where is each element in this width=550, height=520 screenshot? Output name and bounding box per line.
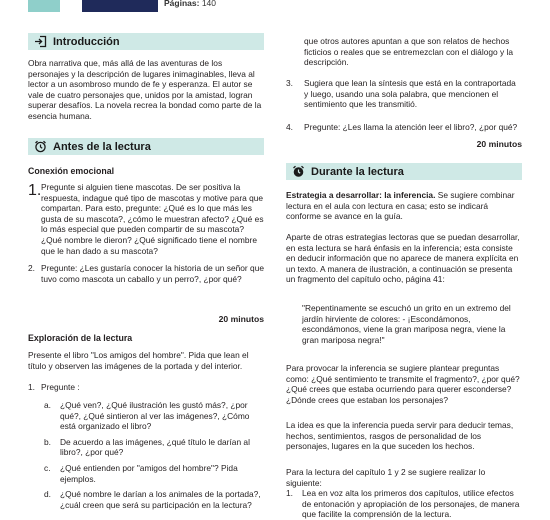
list-item — [286, 122, 522, 133]
intro-section-header — [28, 33, 264, 50]
inference-paragraph: Aparte de otras estrategias lectoras que se puedan desarrollar, en esta lectura se hará énfasis en la inferencia; esta consiste en deducir información que no aparece de manera explícita en un texto. A manera de ilustración, a continuación se presenta un fragmento del capítulo ocho, página 41: — [286, 232, 520, 285]
item-number: 4. — [286, 122, 293, 132]
carry-over-text: que otros autores apuntan a que son relatos de hechos ficticios o reales que se entremezclan con el diálogo y la descripción. — [304, 36, 514, 68]
item-text: Lea en voz alta los primeros dos capítulos, utilice efectos de entonación y apropiación de los personajes, de manera que facilite la comprensión de la lectura. — [302, 488, 520, 520]
quote-fragment: "Repentinamente se escuchó un grito en un extremo del jardín hirviente de colores: - ¡Escondámonos, escondámonos, viene la gran mariposa negra, viene la gran mariposa negra!" — [302, 303, 511, 345]
list-item — [286, 78, 522, 110]
item-number: 1. — [28, 182, 42, 199]
inference-purpose: La idea es que la inferencia pueda servir para deducir temas, hechos, sentimientos, rasgos de personalidad de los personajes, lugares en la que suceden los hechos. — [286, 420, 514, 452]
sub-list-item — [44, 463, 264, 484]
chapter-instructions: Para la lectura del capítulo 1 y 2 se sugiere realizar lo siguiente: — [286, 467, 486, 488]
exploration-sublist — [44, 400, 264, 510]
list-item — [28, 182, 264, 256]
enter-arrow-icon — [34, 35, 47, 48]
item-letter: a. — [44, 400, 51, 410]
intro-text: Obra narrativa que, más allá de las aventuras de los personajes y la descripción de lugares inimaginables, lleva al lector a un asombroso mundo de fe y esperanza. El autor se vale de cuatro personajes que, unidos por la amistad, logran superar desafíos. La novela recrea la bondad como parte de la esencia humana. — [28, 58, 262, 121]
time-label: 20 minutos — [218, 314, 264, 324]
item-number: 1. — [286, 488, 293, 498]
pages-label: Páginas: — [164, 0, 200, 8]
alarm-clock-icon — [34, 140, 47, 153]
strategy-bold: Estrategia a desarrollar: la inferencia. — [286, 190, 436, 200]
intro-title: Introducción — [53, 35, 120, 48]
during-section-header — [286, 163, 522, 180]
list-item: 1. Pregunte : — [28, 382, 264, 392]
item-number: 2. — [28, 263, 35, 274]
sub-list-item — [44, 437, 264, 458]
list-item — [286, 488, 522, 520]
sub-list-item — [44, 489, 264, 510]
item-text: Sugiera que lean la síntesis que está en la contraportada y luego, usando una sola palabra, que mencionen el sentimiento que les transmitió. — [304, 78, 516, 110]
before-title: Antes de la lectura — [53, 140, 151, 153]
sub-list-item — [44, 400, 264, 432]
book-cover-thumbnail-left — [28, 0, 60, 12]
item-text: ¿Qué nombre le darían a los animales de la portada?, ¿cuál creen que será su participación en la lectura? — [60, 489, 261, 510]
exploration-text: Presente el libro "Los amigos del hombre". Pida que lean el título y observen las imágenes de la portada y del interior. — [28, 350, 249, 371]
item-text: De acuerdo a las imágenes, ¿qué título le darían al libro?, ¿por qué? — [60, 436, 250, 458]
list-item — [28, 263, 264, 284]
emotional-list — [28, 182, 264, 284]
item-text: ¿Qué ven?, ¿Qué ilustración les gustó más?, ¿por qué?, ¿Qué sintieron al ver las imágenes?, ¿Cómo está organizado el libro? — [60, 400, 250, 432]
item-letter: b. — [44, 436, 51, 447]
book-cover-thumbnail — [82, 0, 158, 12]
alarm-clock-filled-icon — [292, 165, 305, 178]
item-text: Pregunte si alguien tiene mascotas. De ser positiva la respuesta, indague qué tipo de mascotas y motive para que compartan. Para esto, pregunte: ¿Qué es lo que más les gusta de su mascota?, ¿cómo le muestran afecto? ¿Qué es lo más especial que pueden compartir de su mascota? ¿Qué nombre le dieron? ¿Qué significado tiene el nombre que le han dado a su mascota? — [41, 182, 264, 256]
inference-questions: Para provocar la inferencia se sugiere plantear preguntas como: ¿Qué sentimiento te transmite el fragmento?, ¿por qué? ¿Qué crees que estaba ocurriendo para querer esconderse? ¿Dónde crees que estaban los personajes? — [286, 363, 520, 405]
item-letter: d. — [44, 489, 51, 500]
strategy-paragraph — [286, 190, 522, 222]
item-number: 3. — [286, 78, 293, 88]
item-text: Pregunte: ¿Les gustaría conocer la historia de un señor que tuvo como mascota un caballo y un perro?, ¿por qué? — [41, 263, 265, 284]
before-section-header — [28, 138, 264, 155]
during-title: Durante la lectura — [311, 165, 404, 178]
emotional-subtitle: Conexión emocional — [28, 166, 115, 176]
item-text: ¿Qué entienden por "amigos del hombre"? Pida ejemplos. — [60, 462, 238, 484]
item-text: Pregunte: ¿Les llama la atención leer el libro?, ¿por qué? — [304, 122, 518, 132]
book-info — [164, 0, 237, 8]
time-label: 20 minutos — [476, 139, 522, 149]
exploration-subtitle: Exploración de la lectura — [28, 333, 133, 343]
strategy-text: Se sugiere combinar lectura en el aula con lectura en casa; esto se indicará conforme se avance en la guía. — [286, 190, 515, 222]
item-text: Pregunte : — [41, 382, 80, 392]
item-letter: c. — [44, 462, 51, 473]
pages-value: 140 — [201, 0, 216, 8]
